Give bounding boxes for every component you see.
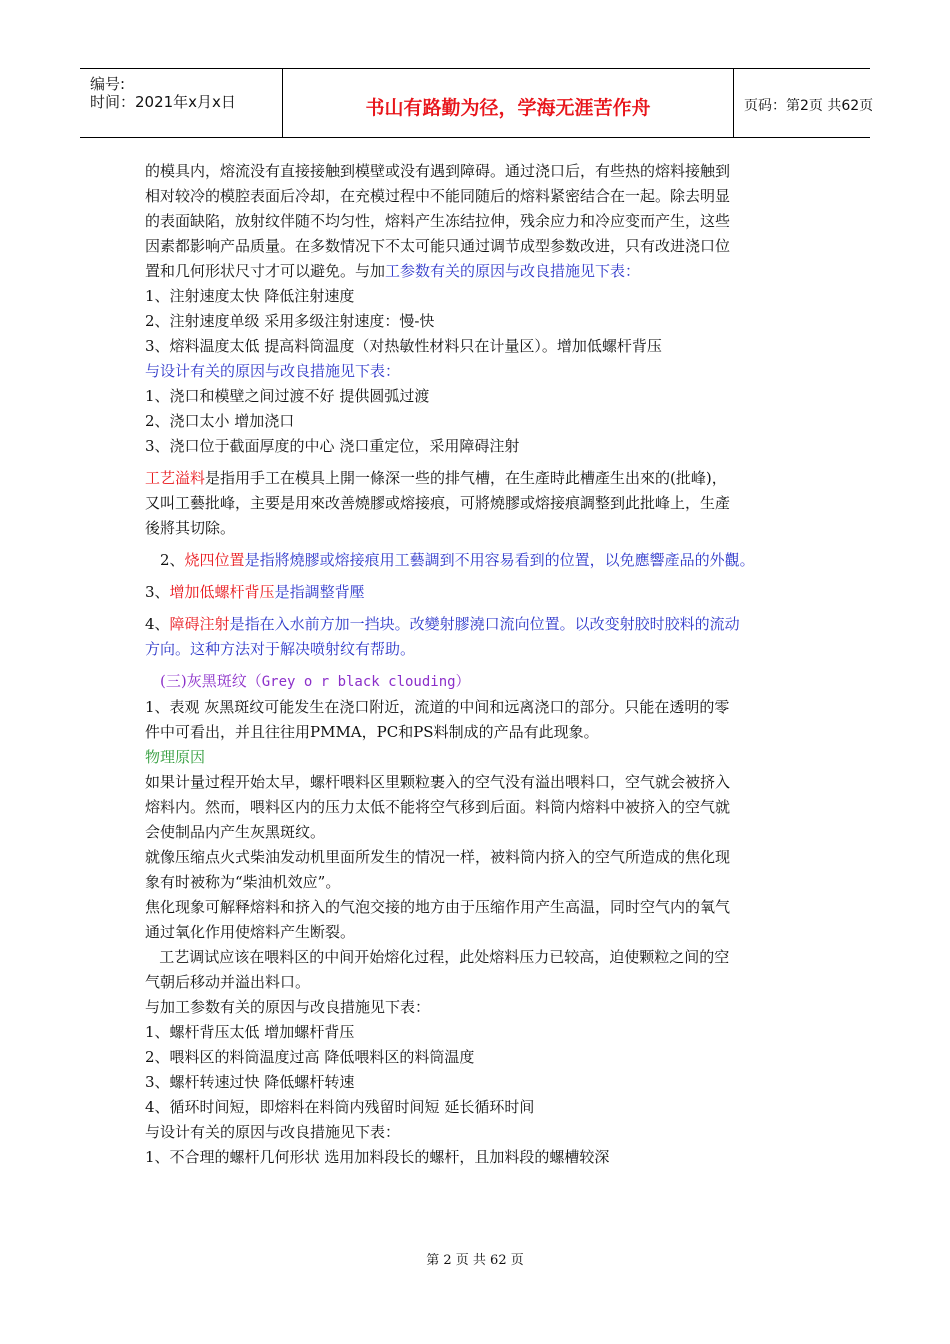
process-item: 2、注射速度单级 采用多级注射速度：慢-快 [145, 312, 435, 330]
process2-item: 4、循环时间短，即熔料在料筒内残留时间短 延长循环时间 [145, 1098, 535, 1116]
page-footer: 第 2 页 共 62 页 [426, 1253, 524, 1268]
term-label: 增加低螺杆背压 [169, 583, 275, 601]
design2-item: 1、不合理的螺杆几何形状 选用加料段长的螺杆，且加料段的螺槽较深 [145, 1148, 610, 1166]
section-heading-en: Grey o r black clouding） [261, 674, 470, 690]
overflow-text: 是指用手工在模具上開一條深一些的排气槽，在生產時此槽產生出來的(批峰)， [205, 469, 727, 487]
design-item: 3、浇口位于截面厚度的中心 浇口重定位，采用障碍注射 [145, 437, 520, 455]
paragraph-line: 的模具内，熔流没有直接接触到模壁或没有遇到障碍。通过浇口后，有些热的熔料接触到 [145, 162, 731, 180]
page-header [80, 68, 874, 138]
term-text: 是指調整背壓 [274, 583, 365, 601]
overflow-paragraph-line: 後將其切除。 [145, 519, 236, 537]
process2-item: 3、螺杆转速过快 降低螺杆转速 [145, 1073, 355, 1091]
appearance-line: 1、表观 灰黑斑纹可能发生在浇口附近，流道的中间和远离浇口的部分。只能在透明的零 [145, 698, 730, 716]
paragraph-line: 相对较冷的模腔表面后冷却，在充模过程中不能同随后的熔料紧密结合在一起。除去明显 [145, 187, 731, 205]
process-heading-link: 工参数有关的原因与改良措施见下表： [385, 262, 641, 280]
term-label: 障碍注射 [169, 615, 230, 633]
overflow-paragraph-line [145, 466, 825, 491]
document-body [145, 159, 825, 1170]
design2-heading: 与设计有关的原因与改良措施见下表： [145, 1123, 401, 1141]
term-item-2 [145, 548, 825, 573]
physics-line: 就像压缩点火式柴油发动机里面所发生的情况一样，被料筒内挤入的空气所造成的焦化现 [145, 848, 731, 866]
term-item-4 [145, 612, 825, 637]
physics-line: 焦化现象可解释熔料和挤入的气泡交接的地方由于压缩作用产生高温，同时空气内的氧气 [145, 898, 731, 916]
paragraph-line: 因素都影响产品质量。在多数情况下不太可能只通过调节成型参数改进，只有改进浇口位 [145, 237, 731, 255]
item-number: 3、 [145, 583, 170, 601]
term-label: 烧四位置 [184, 551, 245, 569]
header-right-cell [734, 69, 874, 137]
term-item-3 [145, 580, 825, 605]
code-label: 编号: [90, 75, 126, 93]
physics-line: 熔料内。然而，喂料区内的压力太低不能将空气移到后面。料筒内熔料中被挤入的空气就 [145, 798, 731, 816]
header-motto: 书山有路勤为径，学海无涯苦作舟 [365, 97, 651, 119]
design-item: 2、浇口太小 增加浇口 [145, 412, 295, 430]
header-page-number: 页码：第2页 共62页 [744, 98, 874, 114]
physics-line: 会使制品内产生灰黑斑纹。 [145, 823, 326, 841]
process2-item: 2、喂料区的料筒温度过高 降低喂料区的料筒温度 [145, 1048, 475, 1066]
term-text-continued: 方向。这种方法对于解决喷射纹有帮助。 [145, 640, 416, 658]
paragraph-text: 置和几何形状尺寸才可以避免。与加 [145, 262, 386, 280]
process2-heading: 与加工参数有关的原因与改良措施见下表： [145, 998, 431, 1016]
appearance-line: 件中可看出，并且往往用PMMA，PC和PS料制成的产品有此现象。 [145, 723, 599, 741]
physics-line: 工艺调试应该在喂料区的中间开始熔化过程，此处熔料压力已较高，迫使颗粒之间的空 [145, 948, 730, 966]
process2-item: 1、螺杆背压太低 增加螺杆背压 [145, 1023, 355, 1041]
process-item: 3、熔料温度太低 提高料筒温度（对热敏性材料只在计量区）。增加低螺杆背压 [145, 337, 662, 355]
date-label: 时间：2021年x月x日 [90, 93, 236, 111]
term-text: 是指在入水前方加一挡块。改變射膠澆口流向位置。以改变射胶时胶料的流动 [229, 615, 740, 633]
term-text: 是指將燒膠或熔接痕用工藝調到不用容易看到的位置，以免應響產品的外觀。 [244, 551, 755, 569]
header-left-cell [80, 69, 283, 137]
overflow-term: 工艺溢料 [145, 469, 206, 487]
physics-line: 如果计量过程开始太早，螺杆喂料区里颗粒裹入的空气没有溢出喂料口，空气就会被挤入 [145, 773, 731, 791]
section-heading-cn: (三)灰黑斑纹（ [160, 672, 262, 690]
section-heading [145, 669, 825, 695]
design-heading: 与设计有关的原因与改良措施见下表： [145, 362, 401, 380]
overflow-paragraph-line: 又叫工藝批峰，主要是用來改善燒膠或熔接痕，可將燒膠或熔接痕調整到此批峰上，生產 [145, 494, 731, 512]
header-middle-cell [283, 69, 734, 137]
item-number: 4、 [145, 615, 170, 633]
design-item: 1、浇口和模壁之间过渡不好 提供圆弧过渡 [145, 387, 430, 405]
item-number: 2、 [160, 551, 185, 569]
process-item: 1、注射速度太快 降低注射速度 [145, 287, 355, 305]
physics-line: 象有时被称为“柴油机效应”。 [145, 873, 341, 891]
paragraph-line [145, 259, 825, 284]
physics-line: 气朝后移动并溢出料口。 [145, 973, 311, 991]
paragraph-line: 的表面缺陷，放射纹伴随不均匀性，熔料产生冻结拉伸，残余应力和冷应变而产生，这些 [145, 212, 731, 230]
physics-line: 通过氧化作用使熔料产生断裂。 [145, 923, 356, 941]
physics-heading: 物理原因 [145, 748, 206, 766]
